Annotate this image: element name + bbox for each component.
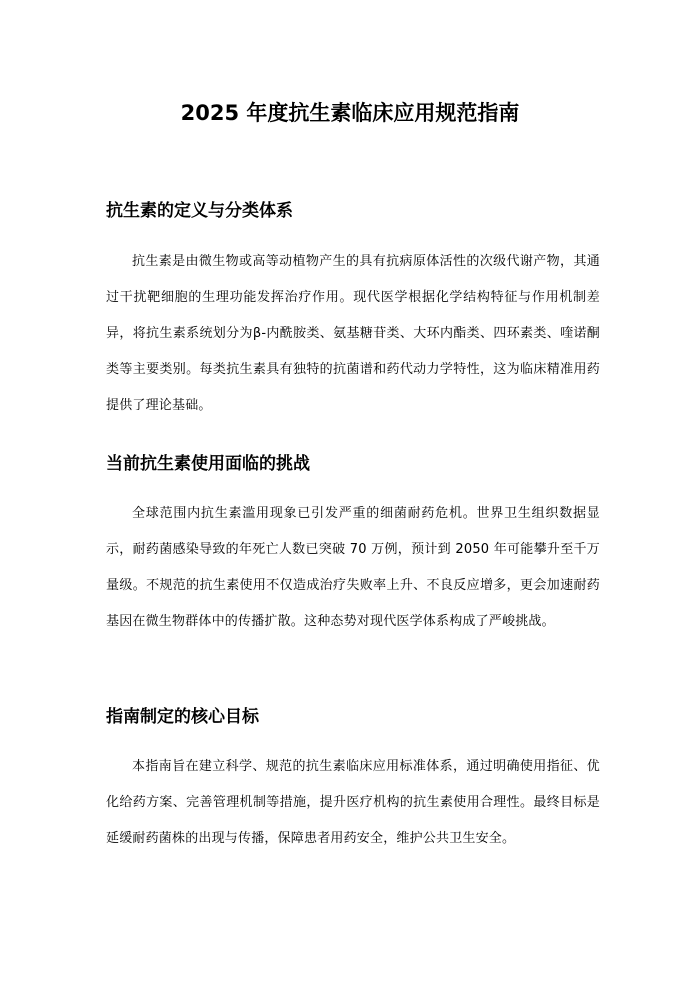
section-heading-goals: 指南制定的核心目标 — [106, 707, 259, 727]
section-paragraph-goals: 本指南旨在建立科学、规范的抗生素临床应用标准体系，通过明确使用指征、优化给药方案、完善管理机制等措施，提升医疗机构的抗生素使用合理性。最终目标是延缓耐药菌株的出现与传播，保障患者用药安全，维护公共卫生安全。 — [106, 759, 600, 846]
page-title: 2025 年度抗生素临床应用规范指南 — [180, 101, 520, 125]
section-heading-challenges: 当前抗生素使用面临的挑战 — [106, 454, 310, 474]
section-paragraph-definition: 抗生素是由微生物或高等动植物产生的具有抗病原体活性的次级代谢产物，其通过干扰靶细胞的生理功能发挥治疗作用。现代医学根据化学结构特征与作用机制差异，将抗生素系统划分为β-内酰胺类、氨基糖苷类、大环内酯类、四环素类、喹诺酮类等主要类别。每类抗生素具有独特的抗菌谱和药代动力学特性，这为临床精准用药提供了理论基础。 — [106, 254, 600, 413]
section-paragraph-challenges: 全球范围内抗生素滥用现象已引发严重的细菌耐药危机。世界卫生组织数据显示，耐药菌感染导致的年死亡人数已突破 70 万例，预计到 2050 年可能攀升至千万量级。不规范的抗生素使用不仅造成治疗失败率上升、不良反应增多，更会加速耐药基因在微生物群体中的传播扩散。这种态势对现代医学体系构成了严峻挑战。 — [106, 506, 600, 629]
section-heading-definition: 抗生素的定义与分类体系 — [106, 201, 293, 221]
